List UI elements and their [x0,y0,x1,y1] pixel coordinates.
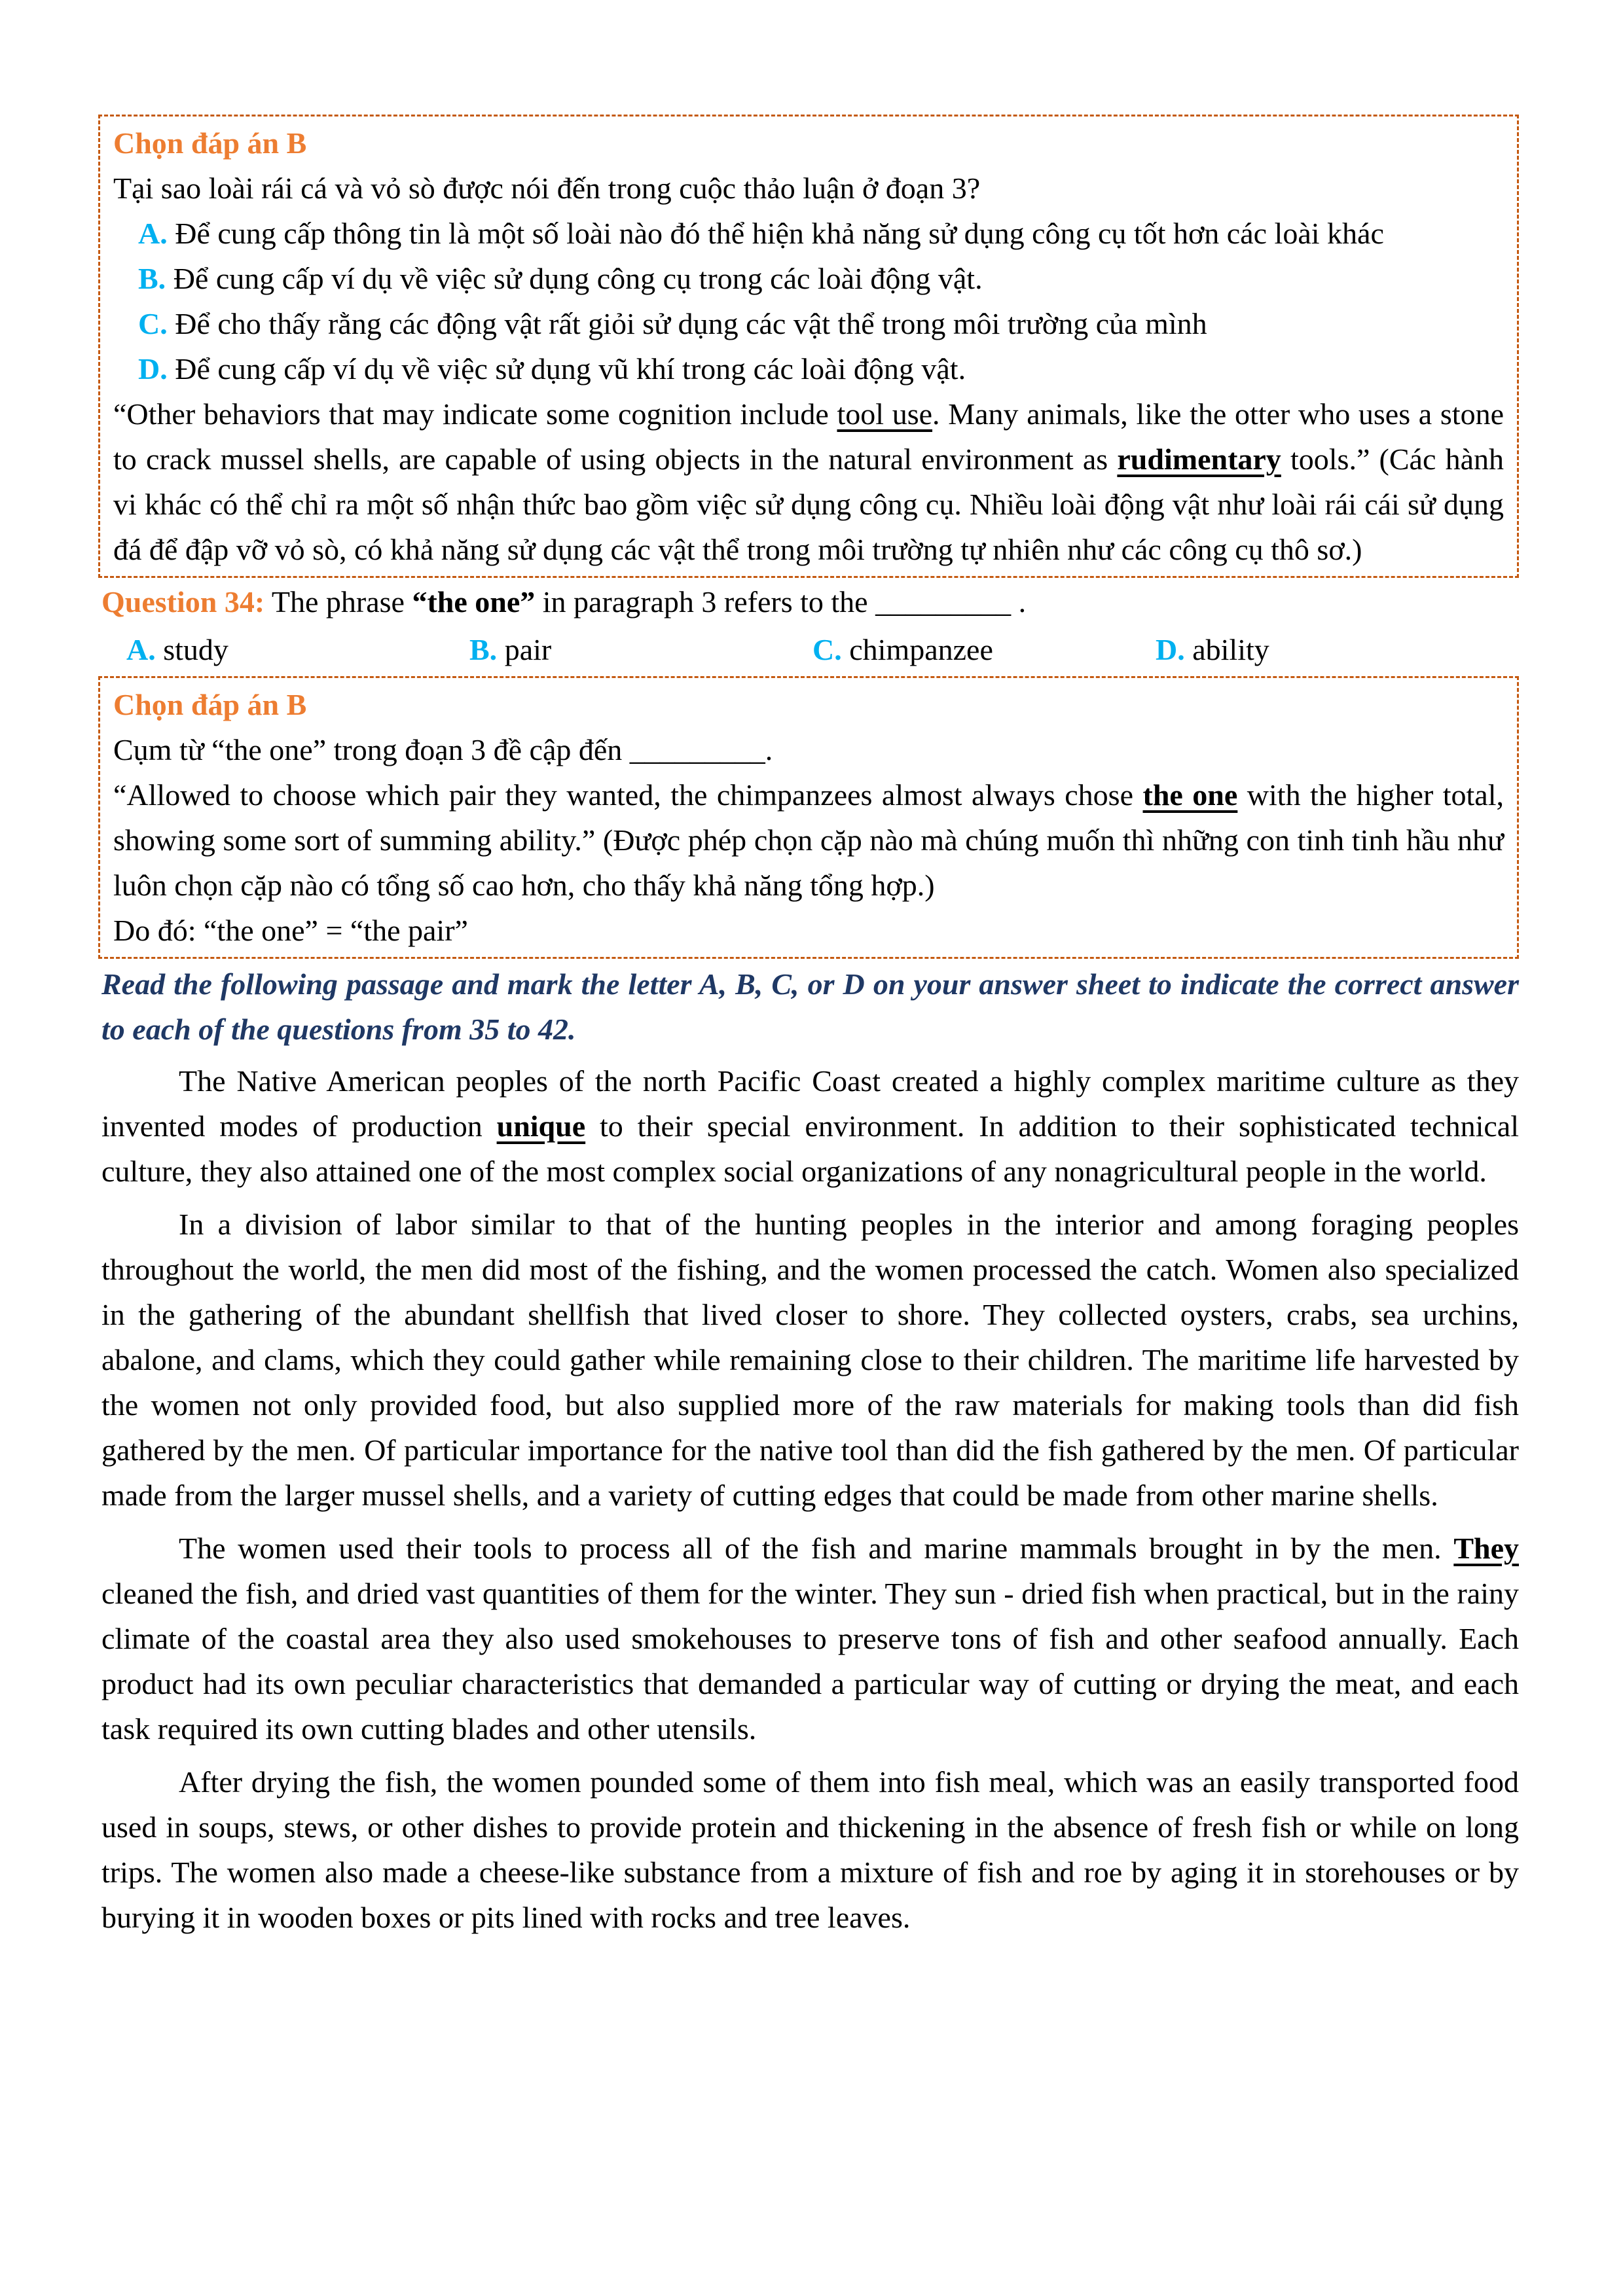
passage-paragraph-1 [101,1058,1519,1194]
passage-paragraph-2: In a division of labor similar to that of the hunting peoples in the interior and among foraging peoples throughout the world, the men did most of the fishing, and the women processed the catch. Women also specialized in the gathering of the abundant shellfish that lived closer to shore. They collected oysters, crabs, sea urchins, abalone, and clams, which they could gather while remaining close to their children. The maritime life harvested by the women not only provided food, but also supplied more of the raw materials for making tools than did fish gathered by the men. Of particular importance for the native tool than did the fish gathered by the men. Of particular made from the larger mussel shells, and a variety of cutting edges that could be made from other marine shells. [101,1208,1519,1512]
explanation-quote [113,391,1504,572]
conclusion: Do đó: “the one” = “the pair” [113,914,468,947]
reading-instruction: Read the following passage and mark the letter A, B, C, or D on your answer sheet to indicate the correct answer to each of the questions from 35 to 42. [101,967,1519,1046]
choice-text: ability [1184,633,1269,666]
option-letter: A. [138,217,168,250]
choice-b[interactable] [469,627,812,672]
option-b [113,256,1504,301]
question-translation: Cụm từ “the one” trong đoạn 3 đề cập đến _________. [113,733,773,766]
paragraph-text: The women used their tools to process all of the fish and marine mammals brought in by the men. [179,1532,1454,1565]
choice-text: pair [497,633,552,666]
choice-d[interactable] [1156,627,1499,672]
option-text: Để cung cấp ví dụ về việc sử dụng vũ khí trong các loài động vật. [175,352,966,386]
paragraph-text: The Native American peoples of the north Pacific Coast created a highly complex maritime culture as they invented modes of production [101,1064,1519,1143]
option-letter: B. [138,262,166,295]
choice-text: study [155,633,228,666]
question-text: in paragraph 3 refers to the _________ . [535,585,1027,619]
question-label: Question 34: [101,585,265,619]
choice-letter: A. [126,633,156,666]
option-text: Để cho thấy rằng các động vật rất giỏi sử dụng các vật thể trong môi trường của mình [175,307,1207,340]
answer-box-q33 [98,115,1519,578]
option-d [113,346,1504,391]
quote-text: . Many animals, like the otter who uses a stone to crack mussel shells, are capable of using objects in the natural environment as [113,397,1504,476]
underlined-term: tool use [837,397,933,431]
question-translation: Tại sao loài rái cá và vỏ sò được nói đến trong cuộc thảo luận ở đoạn 3? [113,171,981,205]
highlighted-term: They [1453,1532,1519,1565]
question-34-options [101,627,1519,672]
answer-box-q34 [98,676,1519,959]
choice-letter: B. [469,633,498,666]
quote-text: with the higher total, showing some sort of summing ability.” (Được phép chọn cặp nào mà chúng muốn thì những con tinh tinh hầu như luôn chọn cặp nào có tổng số cao hơn, cho thấy khả năng tổng hợp.) [113,778,1504,902]
paragraph-text: cleaned the fish, and dried vast quantities of them for the winter. They sun - dried fish when practical, but in the rainy climate of the coastal area they also used smokehouses to preserve tons of fish and other seafood annually. Each product had its own peculiar characteristics that demanded a particular way of cutting or drying the meat, and each task required its own cutting blades and other utensils. [101,1577,1519,1746]
question-key-phrase: “the one” [412,585,536,619]
question-text: The phrase [264,585,412,619]
choice-a[interactable] [126,627,469,672]
quote-text: tools.” (Các hành vi khác có thể chỉ ra một số nhận thức bao gồm việc sử dụng công cụ. Nhiều loài động vật như loài rái cái sử dụng đá để đập vỡ vỏ sò, có khả năng sử dụng các vật thể trong môi trường tự nhiên như các công cụ thô sơ.) [113,442,1504,566]
highlighted-term: unique [496,1109,586,1143]
choice-c[interactable] [812,627,1156,672]
highlighted-term: the one [1142,778,1238,812]
answer-heading: Chọn đáp án B [113,126,307,160]
passage-paragraph-4: After drying the fish, the women pounded some of them into fish meal, which was an easily transported food used in soups, stews, or other dishes to provide protein and thickening in the absence of fresh fish or while on long trips. The women also made a cheese-like substance from a mixture of fish and roe by aging it in storehouses or by burying it in wooden boxes or pits lined with rocks and tree leaves. [101,1765,1519,1934]
highlighted-term: rudimentary [1117,442,1281,476]
paragraph-text: to their special environment. In addition to their sophisticated technical culture, they also attained one of the most complex social organizations of any nonagricultural people in the world. [101,1109,1519,1188]
option-letter: D. [138,352,168,386]
passage-paragraph-3 [101,1526,1519,1751]
option-c [113,301,1504,346]
explanation-quote [113,772,1504,908]
quote-text: “Other behaviors that may indicate some cognition include [113,397,837,431]
answer-heading: Chọn đáp án B [113,688,307,721]
option-text: Để cung cấp thông tin là một số loài nào đó thể hiện khả năng sử dụng công cụ tốt hơn các loài khác [175,217,1384,250]
question-34 [101,579,1519,624]
document-page [101,115,1519,1948]
choice-letter: C. [812,633,842,666]
option-letter: C. [138,307,168,340]
option-a [113,211,1504,256]
option-text: Để cung cấp ví dụ về việc sử dụng công cụ trong các loài động vật. [173,262,983,295]
choice-text: chimpanzee [841,633,993,666]
quote-text: “Allowed to choose which pair they wanted, the chimpanzees almost always chose [113,778,1143,812]
choice-letter: D. [1156,633,1185,666]
